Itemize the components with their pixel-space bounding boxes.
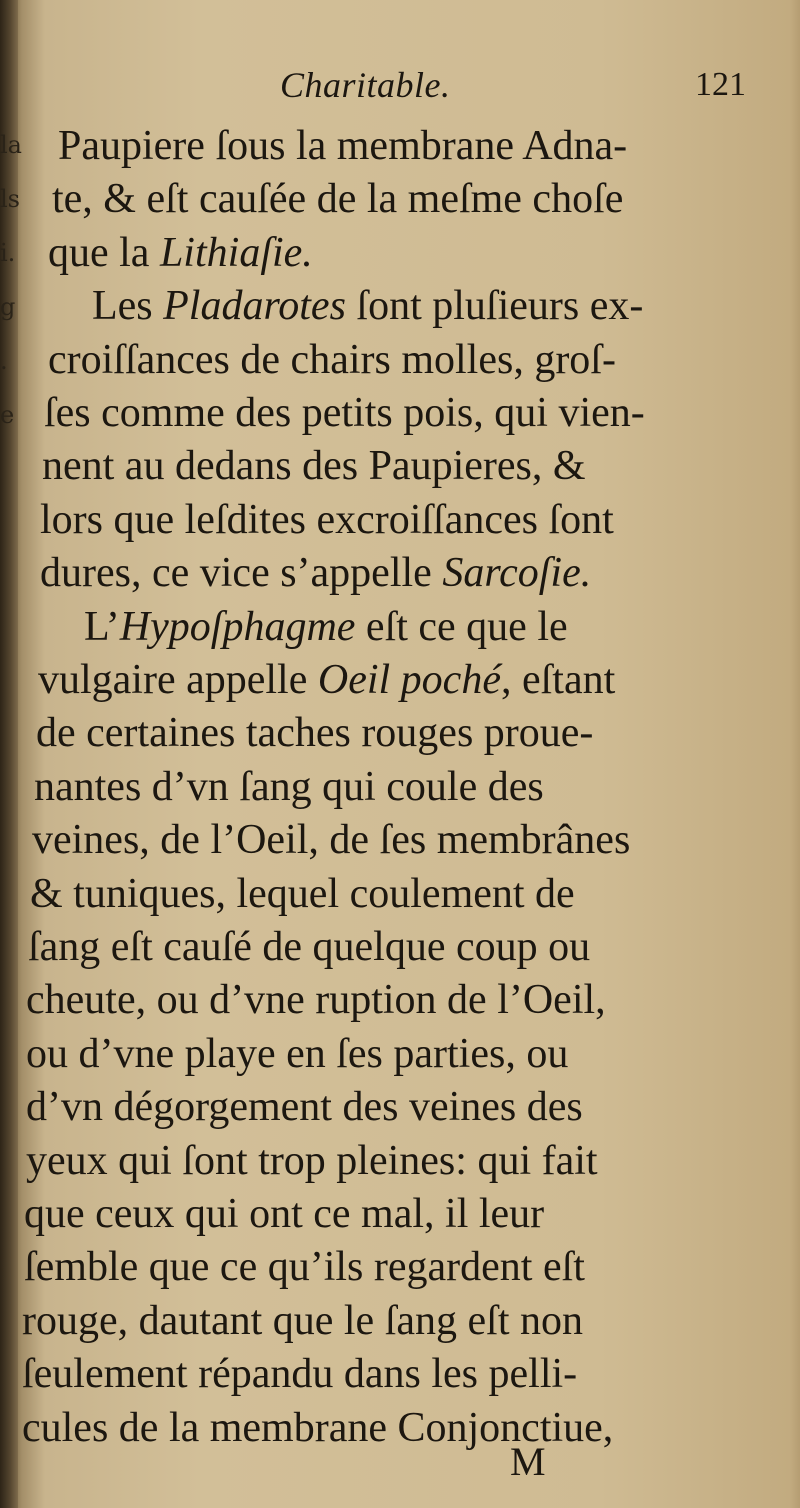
gutter-fragment: e	[0, 401, 15, 429]
text-segment: cheute, ou d’vne ruption de l’Oeil,	[26, 977, 606, 1024]
text-line	[48, 332, 790, 388]
gutter-fragment	[0, 1360, 18, 1414]
gutter-fragment: g	[0, 293, 16, 321]
text-line	[28, 919, 790, 975]
text-line	[24, 1186, 790, 1242]
text-segment: rouge, dautant que le ſang eſt non	[22, 1297, 583, 1344]
gutter-fragment	[0, 1252, 18, 1306]
gutter-fragment	[0, 442, 18, 496]
text-line	[48, 225, 790, 281]
text-line	[42, 438, 790, 494]
gutter-fragment	[0, 604, 18, 658]
text-line	[32, 812, 790, 868]
text-segment: nent au dedans des Paupieres, &	[42, 443, 586, 490]
text-line	[22, 1400, 790, 1456]
text-segment: lors que leſdites excroiſſances ſont	[40, 496, 614, 543]
running-title: Charitable.	[280, 65, 451, 105]
text-line	[22, 1293, 790, 1349]
gutter-fragment	[0, 982, 18, 1036]
page-header	[0, 60, 800, 110]
italic-term: Oeil poché	[317, 657, 501, 703]
text-segment: dures, ce vice s’appelle	[40, 550, 443, 597]
text-segment: vulgaire appelle	[38, 657, 318, 703]
text-segment: croiſſances de chairs molles, groſ-	[48, 336, 616, 383]
text-segment: d’vn dégorgement des veines des	[26, 1084, 583, 1131]
italic-term: Sarcoſie.	[442, 550, 592, 597]
gutter-fragment	[0, 1144, 18, 1198]
text-segment: Paupiere ſous la membrane Adna-	[58, 123, 628, 169]
text-segment: nantes d’vn ſang qui coule des	[34, 763, 544, 810]
text-segment: ſont pluſieurs ex-	[345, 283, 644, 330]
gutter-fragment	[0, 712, 18, 766]
text-segment: veines, de l’Oeil, de ſes membrânes	[32, 817, 631, 864]
text-segment: ſes comme des petits pois, qui vien-	[44, 390, 645, 436]
text-segment: eſt ce que le	[355, 603, 568, 650]
text-segment: te, & eſt cauſée de la meſme choſe	[52, 176, 624, 223]
text-line	[22, 1346, 790, 1402]
text-segment: que ceux qui ont ce mal, il leur	[24, 1191, 545, 1237]
page-number: 121	[695, 66, 746, 103]
text-line	[34, 759, 790, 815]
text-line	[36, 705, 790, 761]
gutter-fragment	[0, 658, 18, 712]
gutter-fragment	[0, 1090, 18, 1144]
italic-term: Lithiaſie.	[159, 229, 313, 276]
italic-term: Hypoſphagme	[119, 603, 356, 650]
text-segment: que la	[48, 229, 160, 276]
text-segment: , eſtant	[500, 657, 616, 703]
facing-page-margin-text	[0, 118, 22, 1414]
text-segment: L’	[84, 603, 120, 650]
text-segment: ſeulement répandu dans les pelli-	[22, 1351, 578, 1398]
gutter-fragment	[0, 1306, 18, 1360]
text-line	[52, 171, 790, 227]
text-segment: ſemble que ce qu’ils regardent eſt	[24, 1244, 585, 1291]
text-line	[40, 492, 790, 548]
text-segment: yeux qui ſont trop pleines: qui fait	[26, 1137, 598, 1184]
text-line	[24, 1239, 790, 1295]
text-segment: & tuniques, lequel coulement de	[30, 870, 575, 917]
gutter-fragment	[0, 550, 18, 604]
text-line	[92, 278, 790, 334]
text-segment: ou d’vne playe en ſes parties, ou	[26, 1030, 569, 1077]
text-segment: ſang eſt cauſé de quelque coup ou	[28, 924, 591, 970]
italic-term: Pladarotes	[163, 283, 346, 330]
text-line	[40, 545, 790, 601]
gutter-fragment: la	[0, 131, 22, 159]
text-line	[38, 652, 790, 708]
text-line	[26, 1026, 790, 1082]
gutter-fragment	[0, 820, 18, 874]
gutter-fragment: i.	[0, 239, 16, 267]
gutter-fragment: ls	[0, 185, 20, 213]
gutter-fragment	[0, 1198, 18, 1252]
gutter-fragment	[0, 496, 18, 550]
gutter-fragment: .	[0, 347, 8, 375]
signature-mark: M	[510, 1439, 546, 1484]
text-line	[58, 118, 790, 174]
gutter-fragment	[0, 928, 18, 982]
gutter-fragment	[0, 1036, 18, 1090]
text-line	[44, 385, 790, 441]
text-line	[30, 866, 790, 922]
gutter-fragment	[0, 766, 18, 820]
text-line	[26, 1133, 790, 1189]
text-segment: Les	[92, 283, 164, 330]
gutter-fragment	[0, 874, 18, 928]
text-segment: de certaines taches rouges proue-	[36, 710, 594, 757]
text-segment: cules de la membrane Conjonctiue,	[22, 1404, 614, 1451]
text-line	[84, 599, 790, 655]
text-line	[26, 972, 790, 1028]
text-line	[26, 1079, 790, 1135]
